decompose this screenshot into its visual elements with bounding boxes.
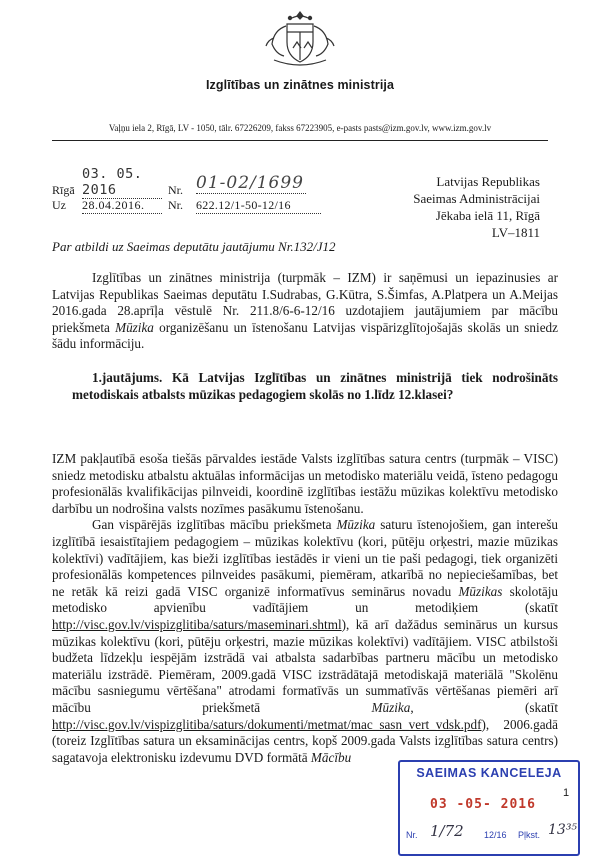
text: ), 2006.gadā (toreiz Izglītības satura un eksaminācijas centrs, kopš 2009.gada Valsts izglītības satura centrs) sagatavoja elektronisku izdevumu DVD formātā [52, 716, 558, 765]
subject-line: Par atbildi uz Saeimas deputātu jautājumu Nr.132/J12 [52, 239, 336, 254]
recipient-line: Saeimas Administrācijai [413, 191, 540, 206]
text: ), kā arī dažādus seminārus un kursus mūzikas kolektīvu (kori, pūtēju orķestri, mazie mūzikas kolektīvi) vadītājiem. VISC atbilstoši budžeta līdzekļu iespējām izstrādā vai atbalsta sadarbības partneru mācību un metodisko materiālu izstrādē. Piemēram, 2009.gadā VISC izstrādātajā metodiskajā materiālā "Skolēnu mācību sasniegumu vērtēšana" atrodami formatīvās un summatīvās vērtēšanas piemēri arī mācību priekšmetā [52, 616, 558, 715]
seminars-link[interactable]: http://visc.gov.lv/vispizglitiba/saturs/maseminari.shtml [52, 616, 342, 632]
subject-name: Mūzika [336, 517, 376, 533]
text: saturu īstenojošiem, gan interešu izglītībā iesaistītajiem pedagogiem – mūzikas kolektīvu (kori, pūtēju orķestri, mazie mūzikas kolektīvi) vadītājiem, kas bieži izglītības iestādēs ir vieni un tie paši pedagogi, tiek organizēti profesionālās kompetences pilnveides pasākumi, piemēram, atkarībā no nepieciešamības, bet ne retāk kā reizi gadā VISC organizē informatīvus seminārus novadu [52, 517, 559, 599]
intro-text: organizēšanu un īstenošanu Latvijas vispārizglītojošajās skolās un sniedz šādu informāciju. [52, 319, 558, 352]
assessment-material-link[interactable]: http://visc.gov.lv/vispizglitiba/saturs/dokumenti/metmat/mac_sasn_vert_vdsk.pdf [52, 716, 482, 732]
stamp-nr-label: Nr. [406, 830, 418, 840]
registration-stamp [398, 760, 580, 856]
letterhead-divider [52, 140, 548, 141]
text: skolotāju metodisko apvienību vadītājiem un metodiķiem (skatīt [52, 583, 558, 616]
place-label: Rīgā [52, 183, 75, 197]
coat-of-arms-emblem [260, 8, 340, 70]
page-number: 1 [563, 787, 570, 799]
uz-nr-label: Nr. [168, 198, 183, 212]
stamp-time-label: Pļkst. [518, 830, 541, 840]
nr-label: Nr. [168, 183, 183, 197]
recipient-address [340, 173, 540, 241]
answer-body [52, 451, 558, 766]
question-text: 1.jautājums. Kā Latvijas Izglītības un zinātnes ministrijā tiek nodrošināts metodiskais atbalsts mūzikas pedagogiem skolās no 1.līdz 12.klasei? [72, 370, 558, 402]
stamp-title: SAEIMAS KANCELEJA [416, 766, 562, 780]
stamp-time-value: 13³⁵ [548, 822, 578, 838]
recipient-line: LV–1811 [491, 225, 540, 240]
text: , (skatīt [410, 699, 558, 715]
intro-text: Izglītības un zinātnes ministrija (turpmāk – IZM) ir saņēmusi un iepazinusies ar Latvijas Republikas Saeimas deputātu I.Sudrabas, G.Kūtra, S.Šimfas, A.Platpera un A.Meijas 2016.gada 28.aprīļa vēstulē Nr. 211.8/6-6-12/16 uzdotajiem jautājumiem par mācību priekšmeta [52, 270, 558, 335]
nr-value: 01-02/1699 [196, 173, 304, 193]
subject-name: Mūzikas [458, 583, 503, 599]
recipient-line: Latvijas Republikas [436, 174, 540, 189]
text: Gan vispārējās izglītības mācību priekšmeta [92, 517, 337, 533]
question-1 [72, 370, 558, 403]
uz-label: Uz [52, 198, 66, 212]
recipient-line: Jēkaba ielā 11, Rīgā [435, 208, 540, 223]
answer-paragraph-1: IZM pakļautībā esoša tiešās pārvaldes iestāde Valsts izglītības satura centrs (turpmāk – VISC) sniedz metodisku atbalstu aktuālas informācijas un metodisko materiālu veidā, īsteno pedagogu profesionālās kvalifikācijas pilnveidi, koordinē izglītības iestāžu mūzikas kolektīvu metodisko darbību un nodrošina valsts nozīmes pasākumu īstenošanu. [52, 451, 558, 516]
uz-nr-value: 622.12/1-50-12/16 [196, 198, 321, 214]
ministry-name: Izglītības un zinātnes ministrija [205, 78, 395, 92]
date-stamp: 03. 05. 2016 [82, 166, 162, 199]
stamp-nr-value: 1/72 [430, 822, 464, 840]
stamp-date: 03 -05- 2016 [430, 797, 536, 812]
uz-date: 28.04.2016. [82, 198, 162, 214]
intro-paragraph [52, 270, 558, 353]
answer-paragraph-2 [52, 517, 558, 766]
subject-name: Mūzika [371, 699, 411, 715]
subject-name: Mācību [310, 749, 352, 765]
stamp-session: 12/16 [484, 830, 507, 840]
contact-line: Vaļņu iela 2, Rīgā, LV - 1050, tālr. 67226209, fakss 67223905, e-pasts pasts@izm.gov.lv, www.izm.gov.lv [108, 123, 492, 133]
subject-name: Mūzika [115, 319, 154, 335]
